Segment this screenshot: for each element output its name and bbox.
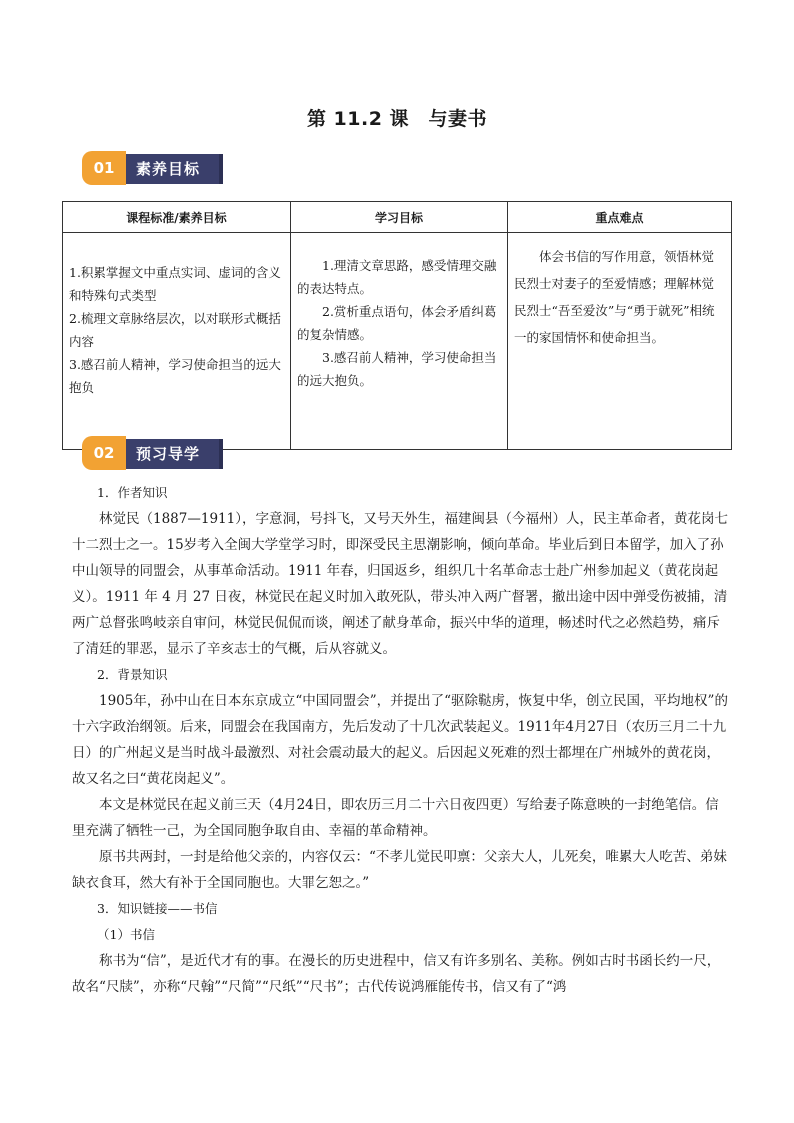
heading-knowledge-link: 3．知识链接——书信 [97, 901, 218, 916]
header-key-points: 重点难点 [508, 202, 732, 233]
header-learning-goals: 学习目标 [291, 202, 508, 233]
section-badge-goals [82, 151, 224, 185]
cell-key-points [508, 233, 732, 450]
badge-number: 01 [82, 151, 126, 185]
preview-content [72, 480, 732, 1000]
list-item: 2.赏析重点语句，体会矛盾纠葛的复杂情感。 [297, 304, 497, 342]
paragraph-background-1: 1905年，孙中山在日本东京成立“中国同盟会”，并提出了“驱除鞑虏，恢复中华，创立民国，平均地权”的十六字政治纲领。后来，同盟会在我国南方，先后发动了十几次武装起义。1911年4月27日（农历三月二十九日）的广州起义是当时战斗最激烈、对社会震动最大的起义。后因起义死难的烈士都埋在广州城外的黄花岗，故又名之曰“黄花岗起义”。 [72, 693, 728, 787]
cell-learning-goals [291, 233, 508, 450]
paragraph-author: 林觉民（1887—1911），字意洞，号抖飞，又号天外生，福建闽县（今福州）人，民主革命者，黄花岗七十二烈士之一。15岁考入全闽大学堂学习时，即深受民主思潮影响，倾向革命。毕业后到日本留学，加入了孙中山领导的同盟会，从事革命活动。1911 年春，归国返乡，组织几十名革命志士赴广州参加起义（黄花岗起义）。1911 年 4 月 27 日夜，林觉民在起义时加入敢死队，带头冲入两广督署，撤出途中因中弹受伤被捕，清两广总督张鸣岐亲自审问，林觉民侃侃而谈，阐述了献身革命，振兴中华的道理，畅述时代之必然趋势，痛斥了清廷的罪恶，显示了辛亥志士的气概，后从容就义。 [72, 511, 728, 657]
paragraph-background-2: 本文是林觉民在起义前三天（4月24日，即农历三月二十六日夜四更）写给妻子陈意映的一封绝笔信。信里充满了牺牲一己，为全国同胞争取自由、幸福的革命精神。 [72, 797, 719, 839]
table-header-row [63, 202, 732, 233]
badge-number: 02 [82, 436, 126, 470]
list-item: 1.积累掌握文中重点实词、虚词的含义和特殊句式类型 [69, 265, 281, 303]
key-points-text: 体会书信的写作用意，领悟林觉民烈士对妻子的至爱情感；理解林觉民烈士“吾至爱汝”与“勇于就死”相统一的家国情怀和使命担当。 [514, 249, 715, 345]
page-title: 第 11.2 课 与妻书 [306, 108, 488, 130]
list-item: 2.梳理文章脉络层次，以对联形式概括内容 [69, 311, 281, 349]
heading-background: 2．背景知识 [97, 667, 168, 682]
cell-standards [63, 233, 291, 450]
badge-label: 素养目标 [136, 160, 201, 178]
heading-author: 1．作者知识 [97, 485, 168, 500]
table-row [63, 233, 732, 450]
heading-letters: （1）书信 [97, 927, 155, 942]
header-standards: 课程标准/素养目标 [63, 202, 291, 233]
list-item: 3.感召前人精神，学习使命担当的远大抱负 [69, 357, 281, 395]
list-item: 3.感召前人精神，学习使命担当的远大抱负。 [297, 350, 497, 388]
section-badge-preview [82, 436, 224, 470]
badge-label: 预习导学 [136, 445, 201, 463]
paragraph-letters: 称书为“信”，是近代才有的事。在漫长的历史进程中，信又有许多别名、美称。例如古时书函长约一尺，故名“尺牍”，亦称“尺翰”“尺简”“尺纸”“尺书”；古代传说鸿雁能传书，信又有了“鸿 [72, 953, 721, 995]
goals-table [62, 201, 732, 450]
list-item: 1.理清文章思路，感受情理交融的表达特点。 [297, 258, 497, 296]
paragraph-background-3: 原书共两封，一封是给他父亲的，内容仅云：“不孝儿觉民叩禀：父亲大人，儿死矣，唯累大人吃苦、弟妹缺衣食耳，然大有补于全国同胞也。大罪乞恕之。” [72, 849, 727, 891]
